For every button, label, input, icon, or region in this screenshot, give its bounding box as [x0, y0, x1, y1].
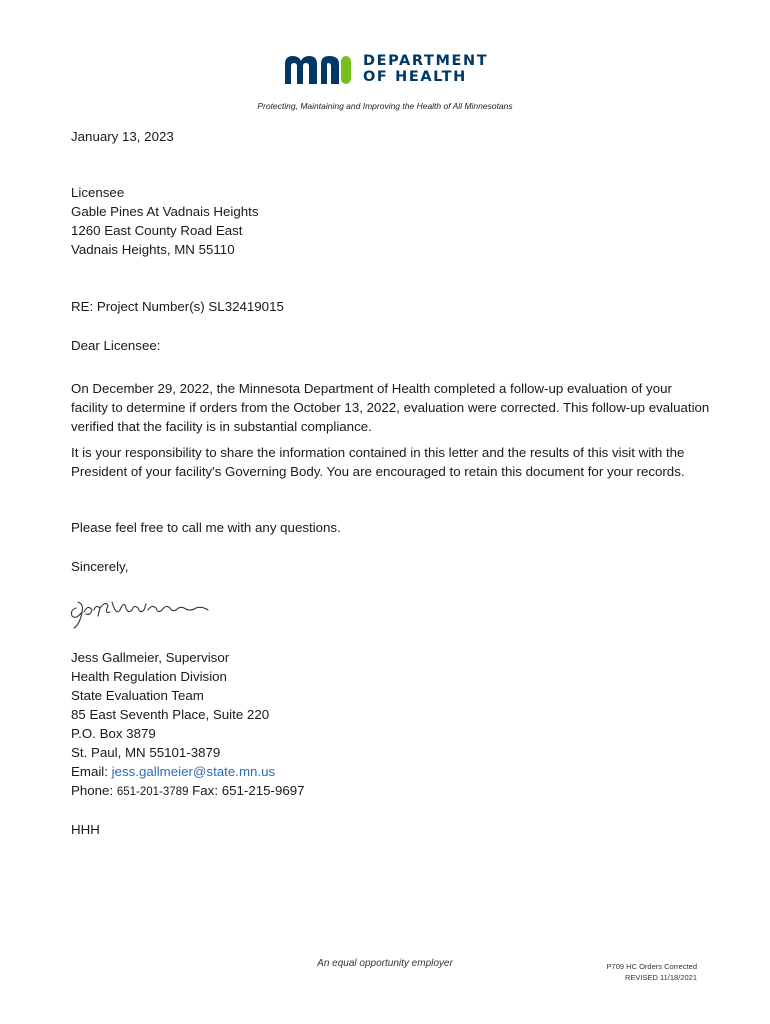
fax-number: 651-215-9697	[221, 783, 305, 798]
recipient-name: Licensee	[71, 185, 125, 200]
paragraph-2: It is your responsibility to share the information contained in this letter and the results of this visit with the President of your facility's Governing Body. You are encouraged to retain this document for your records.	[71, 445, 685, 479]
footer-equal-opportunity: An equal opportunity employer	[317, 958, 453, 969]
sender-po-box: P.O. Box 3879	[71, 726, 156, 741]
sender-street: 85 East Seventh Place, Suite 220	[71, 707, 270, 722]
closing: Sincerely,	[71, 559, 129, 574]
letter-date: January 13, 2023	[71, 129, 174, 144]
recipient-city: Vadnais Heights, MN 55110	[71, 242, 235, 257]
sender-city: St. Paul, MN 55101-3879	[71, 745, 221, 760]
paragraph-3: Please feel free to call me with any questions.	[71, 520, 341, 535]
sender-name-title: Jess Gallmeier, Supervisor	[71, 650, 230, 665]
paragraph-1: On December 29, 2022, the Minnesota Department of Health completed a follow-up evaluation of your facility to determine if orders from the October 13, 2022, evaluation were corrected. This follow-up evaluation verified that the facility is in substantial compliance.	[71, 381, 710, 434]
phone-label: Phone:	[71, 783, 117, 798]
recipient-address	[71, 183, 711, 259]
signature-image	[66, 590, 216, 630]
tagline: Protecting, Maintaining and Improving the Health of All Minnesotans	[257, 101, 513, 111]
sender-division: Health Regulation Division	[71, 669, 227, 684]
mdh-logo	[283, 52, 493, 88]
email-link[interactable]: jess.gallmeier@state.mn.us	[111, 764, 276, 779]
logo-line-2: OF HEALTH	[363, 68, 467, 85]
logo-line-1: DEPARTMENT	[363, 53, 489, 69]
footer-revision: REVISED 11/18/2021	[625, 973, 697, 982]
re-line: RE: Project Number(s) SL32419015	[71, 299, 284, 314]
sender-team: State Evaluation Team	[71, 688, 204, 703]
sender-email-line	[71, 762, 711, 781]
mn-logo-mark-icon	[283, 52, 355, 86]
typist-initials: HHH	[71, 822, 100, 837]
sender-block	[71, 648, 711, 802]
recipient-facility: Gable Pines At Vadnais Heights	[71, 204, 259, 219]
phone-number: 651-201-3789	[116, 786, 189, 798]
salutation: Dear Licensee:	[71, 338, 161, 353]
footer-form-name: P709 HC Orders Corrected	[606, 962, 697, 971]
email-label: Email:	[71, 764, 112, 779]
recipient-street: 1260 East County Road East	[71, 223, 243, 238]
fax-label: Fax:	[188, 783, 222, 798]
footer-form-id	[607, 961, 697, 983]
logo-wordmark	[363, 54, 488, 85]
sender-phone-line	[71, 781, 711, 802]
